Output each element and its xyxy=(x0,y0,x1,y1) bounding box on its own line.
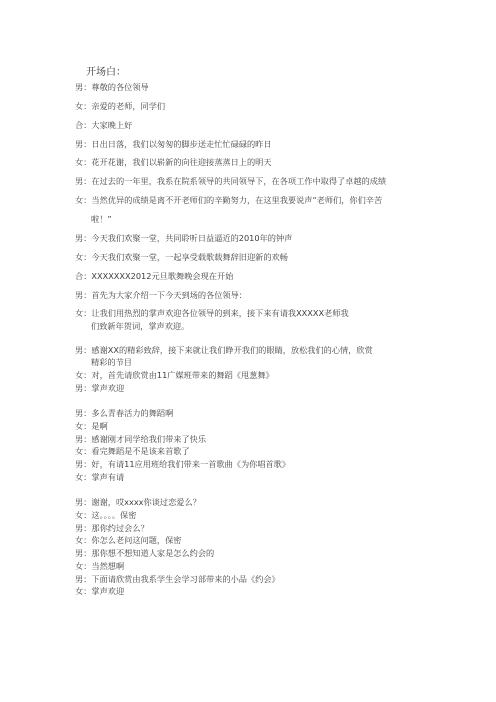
script-line: 男：感谢XX的精彩致辞，接下来就让我们睁开我们的眼睛，放松我们的心情，欣赏 xyxy=(75,345,373,355)
script-line: 女：当然优异的成绩是离不开老师们的辛勤努力，在这里我要说声“老师们，你们辛苦 xyxy=(75,195,383,205)
script-line: 女：花开花谢，我们以崭新的向往迎接蒸蒸日上的明天 xyxy=(75,157,272,167)
script-line-continuation: 啦！” xyxy=(91,214,112,224)
script-line: 女：对，首先请欣赏由11广媒班带来的舞蹈《甩葱舞》 xyxy=(75,370,274,380)
document-title: 开场白： xyxy=(86,67,126,78)
script-line: 男：掌声欢迎 xyxy=(75,383,125,393)
script-line: 女：这。。。。保密 xyxy=(75,510,137,520)
script-line: 合：大家晚上好 xyxy=(75,120,133,130)
script-line: 女：今天我们欢聚一堂，一起享受载歌载舞辞旧迎新的欢畅 xyxy=(75,252,288,262)
script-line: 男：今天我们欢聚一堂，共同聆听日益逼近的2010年的钟声 xyxy=(75,233,293,243)
script-line: 女：让我们用热烈的掌声欢迎各位领导的到来，接下来有请我XXXXX老师我 xyxy=(75,308,349,318)
script-line: 男：那你约过会么？ xyxy=(75,523,149,533)
script-line: 女：当然想啊 xyxy=(75,561,125,571)
script-line: 男：首先为大家介绍一下今天到场的各位领导： xyxy=(75,290,247,300)
script-line: 女：亲爱的老师，同学们 xyxy=(75,101,166,111)
script-line: 男：多么青春活力的舞蹈啊 xyxy=(75,408,174,418)
script-line: 女：是啊 xyxy=(75,421,108,431)
script-line: 男：感谢刚才同学给我们带来了快乐 xyxy=(75,434,207,444)
script-line-continuation: 精彩的节目 xyxy=(91,357,132,367)
script-line: 女：你怎么老问这问题，保密 xyxy=(75,535,182,545)
script-line: 女：看完舞蹈是不是该来首歌了 xyxy=(75,446,190,456)
script-line: 男：在过去的一年里，我系在院系领导的共同领导下，在各项工作中取得了卓越的成绩 xyxy=(75,176,387,186)
script-line: 男：尊敬的各位领导 xyxy=(75,82,149,92)
script-line: 男：下面请欣赏由我系学生会学习部带来的小品《约会》 xyxy=(75,574,280,584)
script-line: 男：那你想不想知道人家是怎么约会的 xyxy=(75,548,215,558)
script-line-continuation: 们致新年贺词，掌声欢迎。 xyxy=(91,321,190,331)
script-line: 女：掌声欢迎 xyxy=(75,586,125,596)
script-line: 男：谢谢，哎xxxx你谈过恋爱么？ xyxy=(75,497,201,507)
script-line: 合：XXXXXXX2012元旦歌舞晚会现在开始 xyxy=(75,271,234,281)
script-line: 男：日出日落，我们以匆匆的脚步送走忙忙碌碌的昨日 xyxy=(75,139,272,149)
script-line: 女：掌声有请 xyxy=(75,472,125,482)
script-line: 男：好，有请11应用班给我们带来一首歌曲《为你唱首歌》 xyxy=(75,459,291,469)
